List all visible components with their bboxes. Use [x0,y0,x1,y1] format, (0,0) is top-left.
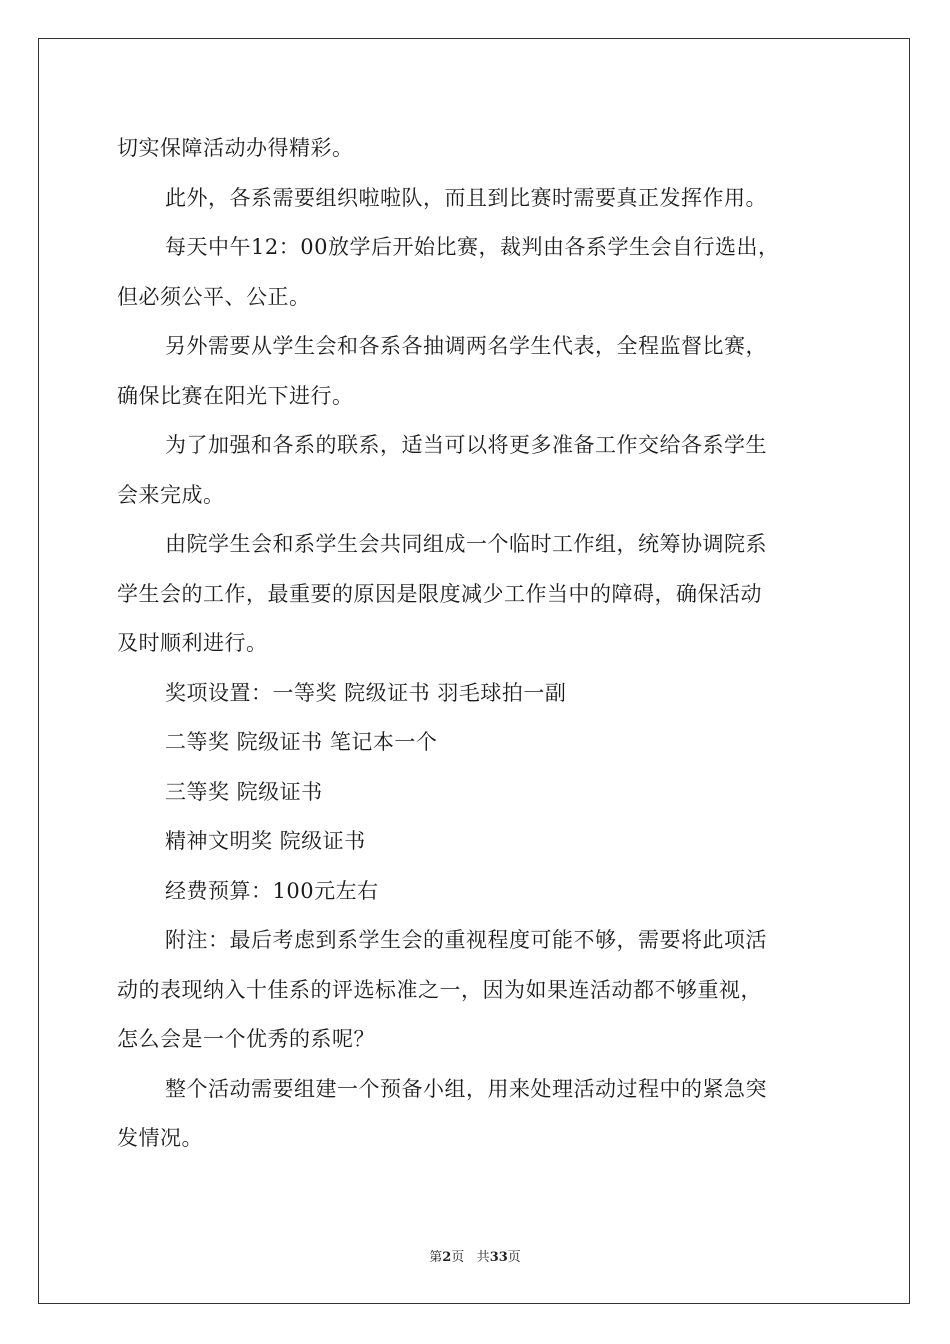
footer-total-pages: 33 [489,1250,508,1265]
text-line: 动的表现纳入十佳系的评选标准之一，因为如果连活动都不够重视， [117,977,762,1002]
text-line: 但必须公平、公正。 [117,284,311,309]
text-line: 整个活动需要组建一个预备小组，用来处理活动过程中的紧急突 [165,1076,767,1101]
text-line: 为了加强和各系的联系，适当可以将更多准备工作交给各系学生 [165,433,767,457]
text-line: 确保比赛在阳光下进行。 [117,383,354,408]
text-line: 奖项设置：一等奖 院级证书 羽毛球拍一副 [165,680,567,705]
page-footer [0,1246,950,1265]
text-line: 三等奖 院级证书 [165,779,323,804]
footer-page-number: 2 [442,1250,452,1265]
text-line: 会来完成。 [117,482,225,507]
text-line: 及时顺利进行。 [117,631,268,655]
text-line: 经费预算：100元左右 [165,878,379,903]
text-line: 由院学生会和系学生会共同组成一个临时工作组，统筹协调院系 [165,532,767,556]
text-line: 怎么会是一个优秀的系呢？ [117,1027,375,1051]
text-line: 学生会的工作，最重要的原因是限度减少工作当中的障碍，确保活动 [117,581,762,606]
text-line: 发情况。 [117,1126,203,1150]
footer-page-suffix: 页 [451,1250,465,1265]
text-line: 每天中午12：00放学后开始比赛，裁判由各系学生会自行选出， [165,235,780,259]
footer-total-prefix: 共 [476,1250,490,1265]
text-line: 精神文明奖 院级证书 [165,829,366,853]
text-line: 切实保障活动办得精彩。 [117,136,354,160]
text-line: 另外需要从学生会和各系各抽调两名学生代表，全程监督比赛， [165,334,767,358]
text-line: 附注：最后考虑到系学生会的重视程度可能不够，需要将此项活 [165,928,767,952]
text-line: 二等奖 院级证书 笔记本一个 [165,730,438,754]
footer-total-suffix: 页 [507,1250,521,1265]
document-body [117,124,837,1164]
text-line: 此外，各系需要组织啦啦队，而且到比赛时需要真正发挥作用。 [165,185,767,210]
footer-page-prefix: 第 [429,1250,443,1265]
